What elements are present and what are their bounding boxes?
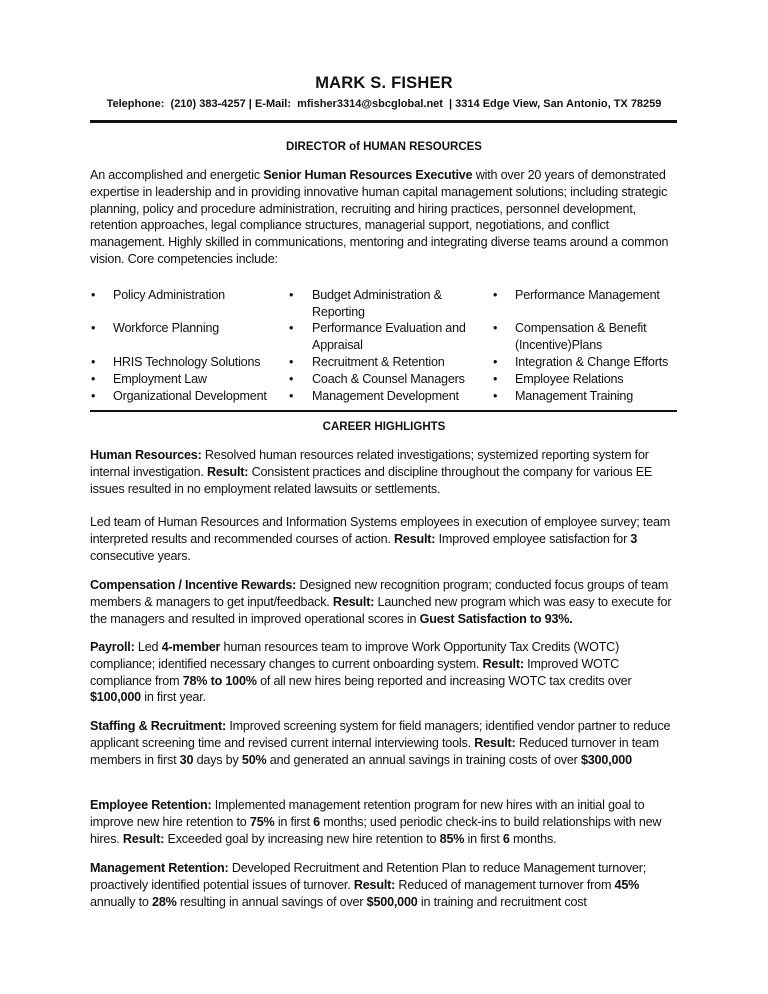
highlight-text: Reduced turnover in team members in first [90, 735, 659, 767]
summary-rest: with over 20 years of demonstrated expertise in leadership and in providing innovative human capital management solutions; including strategic planning, policy and procedure administration, recruiting and hiring practices, personnel development, retention approaches, legal compliance structures, managerial support, negotiations, and conflict management. Highly skilled in communications, mentoring and integrating diverse teams around a common vision. Core competencies include: [90, 168, 669, 266]
highlight-label: Management Retention: [90, 861, 229, 875]
highlight-employee-retention [90, 797, 680, 847]
summary-intro: An accomplished and energetic [90, 168, 264, 182]
highlight-figure: 75% [249, 814, 275, 829]
highlight-figure: 6 [502, 831, 510, 846]
highlight-payroll [90, 639, 680, 706]
bullet-icon: • [289, 372, 294, 386]
highlight-figure: 30 [179, 752, 194, 767]
result-label: Result: [332, 594, 375, 609]
highlight-text: in first year. [140, 690, 206, 705]
highlight-figure: 45% [614, 877, 640, 892]
summary-bold: Senior Human Resources Executive [263, 168, 473, 182]
highlight-text: of all new hires being reported and increasing WOTC tax credits over [256, 673, 632, 688]
highlight-text: resulting in annual savings of over [176, 894, 367, 909]
bullet-icon: • [493, 355, 498, 369]
bullet-icon: • [91, 321, 96, 335]
highlight-human-resources [90, 447, 680, 497]
bullet-icon: • [289, 288, 294, 302]
bullet-icon: • [493, 288, 498, 302]
highlight-figure: $500,000 [366, 894, 418, 909]
highlight-staffing [90, 718, 680, 768]
highlight-text: and generated an annual savings in training costs of over [266, 752, 581, 767]
highlight-text: human resources team to improve Work Opportunity Tax Credits (WOTC) compliance; identified necessary changes to current onboarding system. [90, 640, 620, 671]
highlight-text: Led team of Human Resources and Information Systems employees in execution of employee survey; team interpreted results and recommended courses of action. [90, 515, 671, 546]
highlight-text: in training and recruitment cost [417, 894, 587, 909]
job-title: DIRECTOR of HUMAN RESOURCES [286, 141, 482, 153]
competency-item: Performance Management [515, 288, 660, 302]
result-label: Result: [353, 877, 396, 892]
competency-item: Employment Law [113, 372, 207, 386]
candidate-name: MARK S. FISHER [315, 74, 453, 92]
highlight-management-retention [90, 860, 680, 910]
highlight-figure: 85% [439, 831, 465, 846]
highlight-text: annually to [90, 894, 153, 909]
competency-item: Performance Evaluation and Appraisal [312, 321, 466, 352]
highlight-text: Implemented management retention program for new hires with an initial goal to improve new hire retention to [90, 798, 645, 829]
highlight-text: Led [134, 640, 162, 654]
result-label: Result: [474, 735, 516, 750]
bullet-icon: • [493, 389, 498, 403]
highlight-text: Reduced of management turnover from [395, 877, 615, 892]
highlight-text: Resolved human resources related investigations; systemized reporting system for internal investigation. [90, 448, 649, 479]
bullet-icon: • [91, 372, 96, 386]
competency-item: Organizational Development [113, 389, 267, 403]
bullet-icon: • [493, 372, 498, 386]
competency-item: Coach & Counsel Managers [312, 372, 465, 386]
section-divider [90, 410, 677, 412]
highlight-figure: 50% [241, 752, 267, 767]
highlight-text: Exceeded goal by increasing new hire retention to [164, 831, 440, 846]
bullet-icon: • [91, 355, 96, 369]
career-highlights-heading: CAREER HIGHLIGHTS [322, 421, 446, 433]
highlight-text: in first [464, 831, 503, 846]
highlight-label: Payroll: [90, 640, 135, 654]
highlight-figure: 6 [313, 814, 320, 829]
bullet-icon: • [493, 321, 498, 335]
competency-item: Integration & Change Efforts [515, 355, 669, 369]
competency-item: Management Development [312, 389, 459, 403]
highlight-text: Consistent practices and discipline throughout the company for various EE issues resulted in no employment related lawsuits or settlements. [90, 464, 653, 496]
result-label: Result: [207, 464, 249, 479]
highlight-text: Designed new recognition program; conducted focus groups of team members & managers to get input/feedback. [90, 578, 669, 609]
competency-item: HRIS Technology Solutions [113, 355, 261, 369]
highlight-text: Improved employee satisfaction for [435, 531, 631, 546]
highlight-text: Improved WOTC compliance from [90, 656, 619, 688]
highlight-text: days by [193, 752, 242, 767]
competency-item: Recruitment & Retention [312, 355, 445, 369]
highlight-figure: 28% [152, 894, 177, 909]
bullet-icon: • [289, 321, 294, 335]
highlight-figure: 3 [630, 531, 638, 546]
summary-paragraph [90, 167, 680, 268]
highlight-compensation [90, 577, 680, 627]
bullet-icon: • [91, 288, 96, 302]
header-divider [90, 120, 677, 123]
highlight-figure: Guest Satisfaction to 93%. [419, 611, 573, 626]
bullet-icon: • [289, 389, 294, 403]
competency-item: Employee Relations [515, 372, 624, 386]
result-label: Result: [122, 831, 165, 846]
competency-item: Budget Administration & Reporting [312, 288, 442, 319]
highlight-figure: $300,000 [580, 752, 632, 767]
highlight-text: consecutive years. [90, 548, 191, 563]
highlight-text: months; used periodic check-ins to build relationships with new hires. [90, 814, 662, 846]
highlight-employee-survey [90, 514, 680, 564]
competency-item: Policy Administration [113, 288, 225, 302]
highlight-label: Compensation / Incentive Rewards: [90, 578, 297, 592]
highlight-text: Launched new program which was easy to execute for the managers and resulted in improved operational scores in [90, 594, 672, 626]
highlight-text: Improved screening system for field managers; identified vendor partner to reduce applicant screening time and revised current internal interviewing tools. [90, 719, 671, 750]
result-label: Result: [482, 656, 524, 671]
highlight-figure: 4-member [161, 640, 221, 654]
highlight-text: months. [509, 831, 557, 846]
result-label: Result: [394, 531, 436, 546]
bullet-icon: • [91, 389, 96, 403]
highlight-label: Human Resources: [90, 448, 202, 462]
highlight-figure: 78% to 100% [182, 673, 257, 688]
competency-item: Management Training [515, 389, 634, 403]
competency-item: Compensation & Benefit (Incentive)Plans [515, 321, 647, 352]
contact-line: Telephone: (210) 383-4257 | E-Mail: mfisher3314@sbcglobal.net | 3314 Edge View, San Antonio, TX 78259 [106, 98, 662, 110]
highlight-text: in first [274, 814, 314, 829]
highlight-label: Employee Retention: [90, 798, 212, 812]
highlight-figure: $100,000 [90, 690, 141, 705]
highlight-text: Developed Recruitment and Retention Plan to reduce Management turnover; proactively identified potential issues of turnover. [90, 861, 647, 892]
bullet-icon: • [289, 355, 294, 369]
highlight-label: Staffing & Recruitment: [90, 719, 227, 733]
competency-item: Workforce Planning [113, 321, 220, 335]
